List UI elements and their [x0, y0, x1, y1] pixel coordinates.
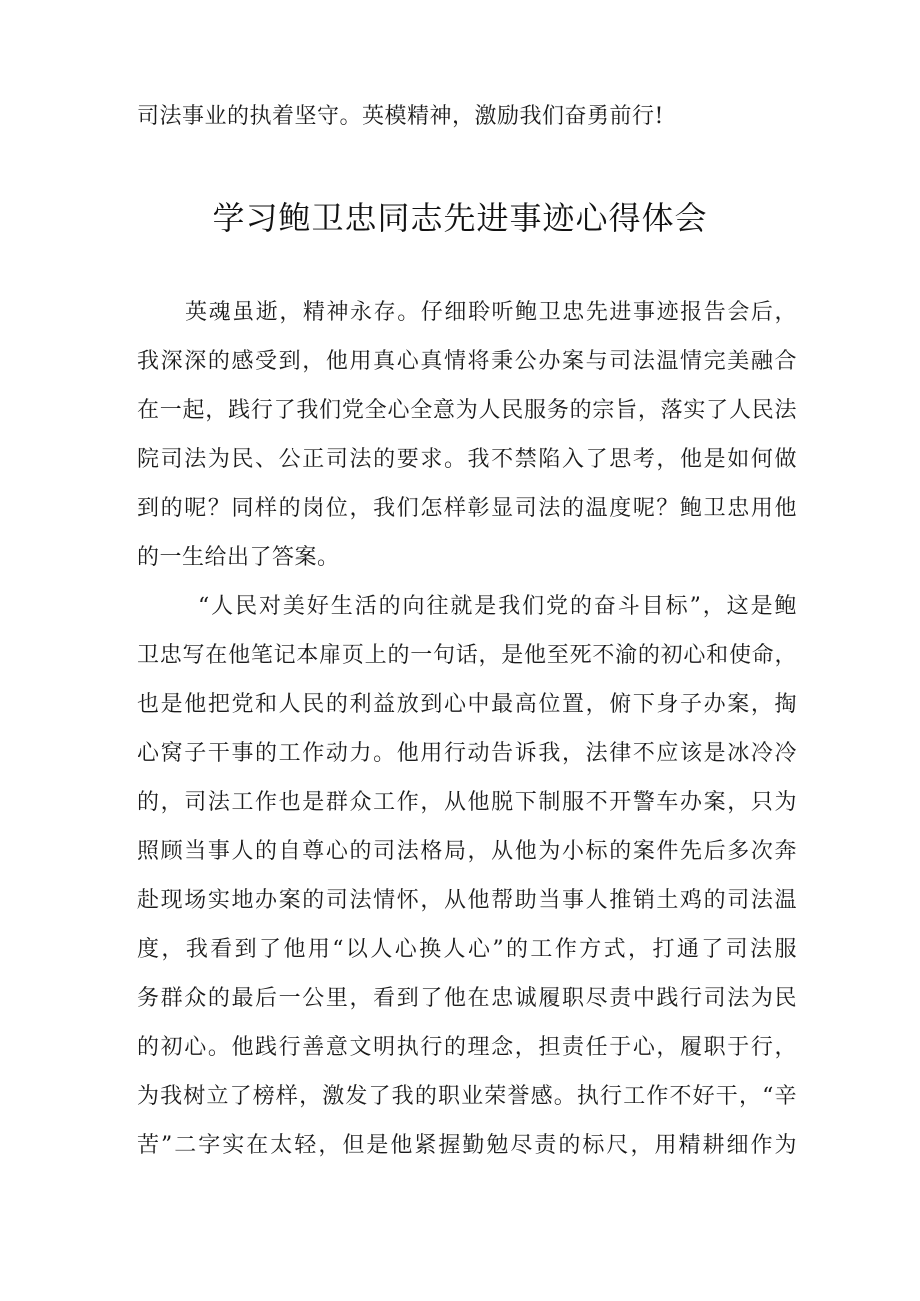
paragraph-line: 苦”二字实在太轻，但是他紧握勤勉尽责的标尺，用精耕细作为 [137, 1133, 797, 1158]
paragraph-line: 务群众的最后一公里，看到了他在忠诚履职尽责中践行司法为民 [137, 986, 797, 1011]
carryover-line: 司法事业的执着坚守。英模精神，激励我们奋勇前行! [137, 104, 664, 129]
paragraph-line: 在一起，践行了我们党全心全意为人民服务的宗旨，落实了人民法 [137, 398, 797, 423]
paragraph-line: 我深深的感受到，他用真心真情将秉公办案与司法温情完美融合 [137, 349, 797, 374]
paragraph-line: 为我树立了榜样，激发了我的职业荣誉感。执行工作不好干，“辛 [137, 1084, 797, 1109]
paragraph-line: 的，司法工作也是群众工作，从他脱下制服不开警车办案，只为 [137, 790, 797, 815]
paragraph-line: 卫忠写在他笔记本扉页上的一句话，是他至死不渝的初心和使命， [137, 643, 797, 668]
paragraph-line: 的初心。他践行善意文明执行的理念，担责任于心，履职于行， [137, 1035, 797, 1060]
paragraph-line: 度，我看到了他用“以人心换人心”的工作方式，打通了司法服 [137, 937, 797, 962]
paragraph-line: 也是他把党和人民的利益放到心中最高位置，俯下身子办案，掏 [137, 692, 797, 717]
document-title: 学习鲍卫忠同志先进事迹心得体会 [212, 199, 708, 237]
paragraph-line: 到的呢？同样的岗位，我们怎样彰显司法的温度呢？鲍卫忠用他 [137, 496, 797, 521]
paragraph-line: 的一生给出了答案。 [137, 545, 340, 570]
paragraph-line: 赴现场实地办案的司法情怀，从他帮助当事人推销土鸡的司法温 [137, 888, 797, 913]
paragraph-line: 英魂虽逝，精神永存。仔细聆听鲍卫忠先进事迹报告会后， [185, 300, 797, 325]
paragraph-line: 院司法为民、公正司法的要求。我不禁陷入了思考，他是如何做 [137, 447, 797, 472]
paragraph-line: “人民对美好生活的向往就是我们党的奋斗目标”，这是鲍 [198, 594, 797, 619]
paragraph-line: 心窝子干事的工作动力。他用行动告诉我，法律不应该是冰冷冷 [137, 741, 797, 766]
paragraph-line: 照顾当事人的自尊心的司法格局，从他为小标的案件先后多次奔 [137, 839, 797, 864]
